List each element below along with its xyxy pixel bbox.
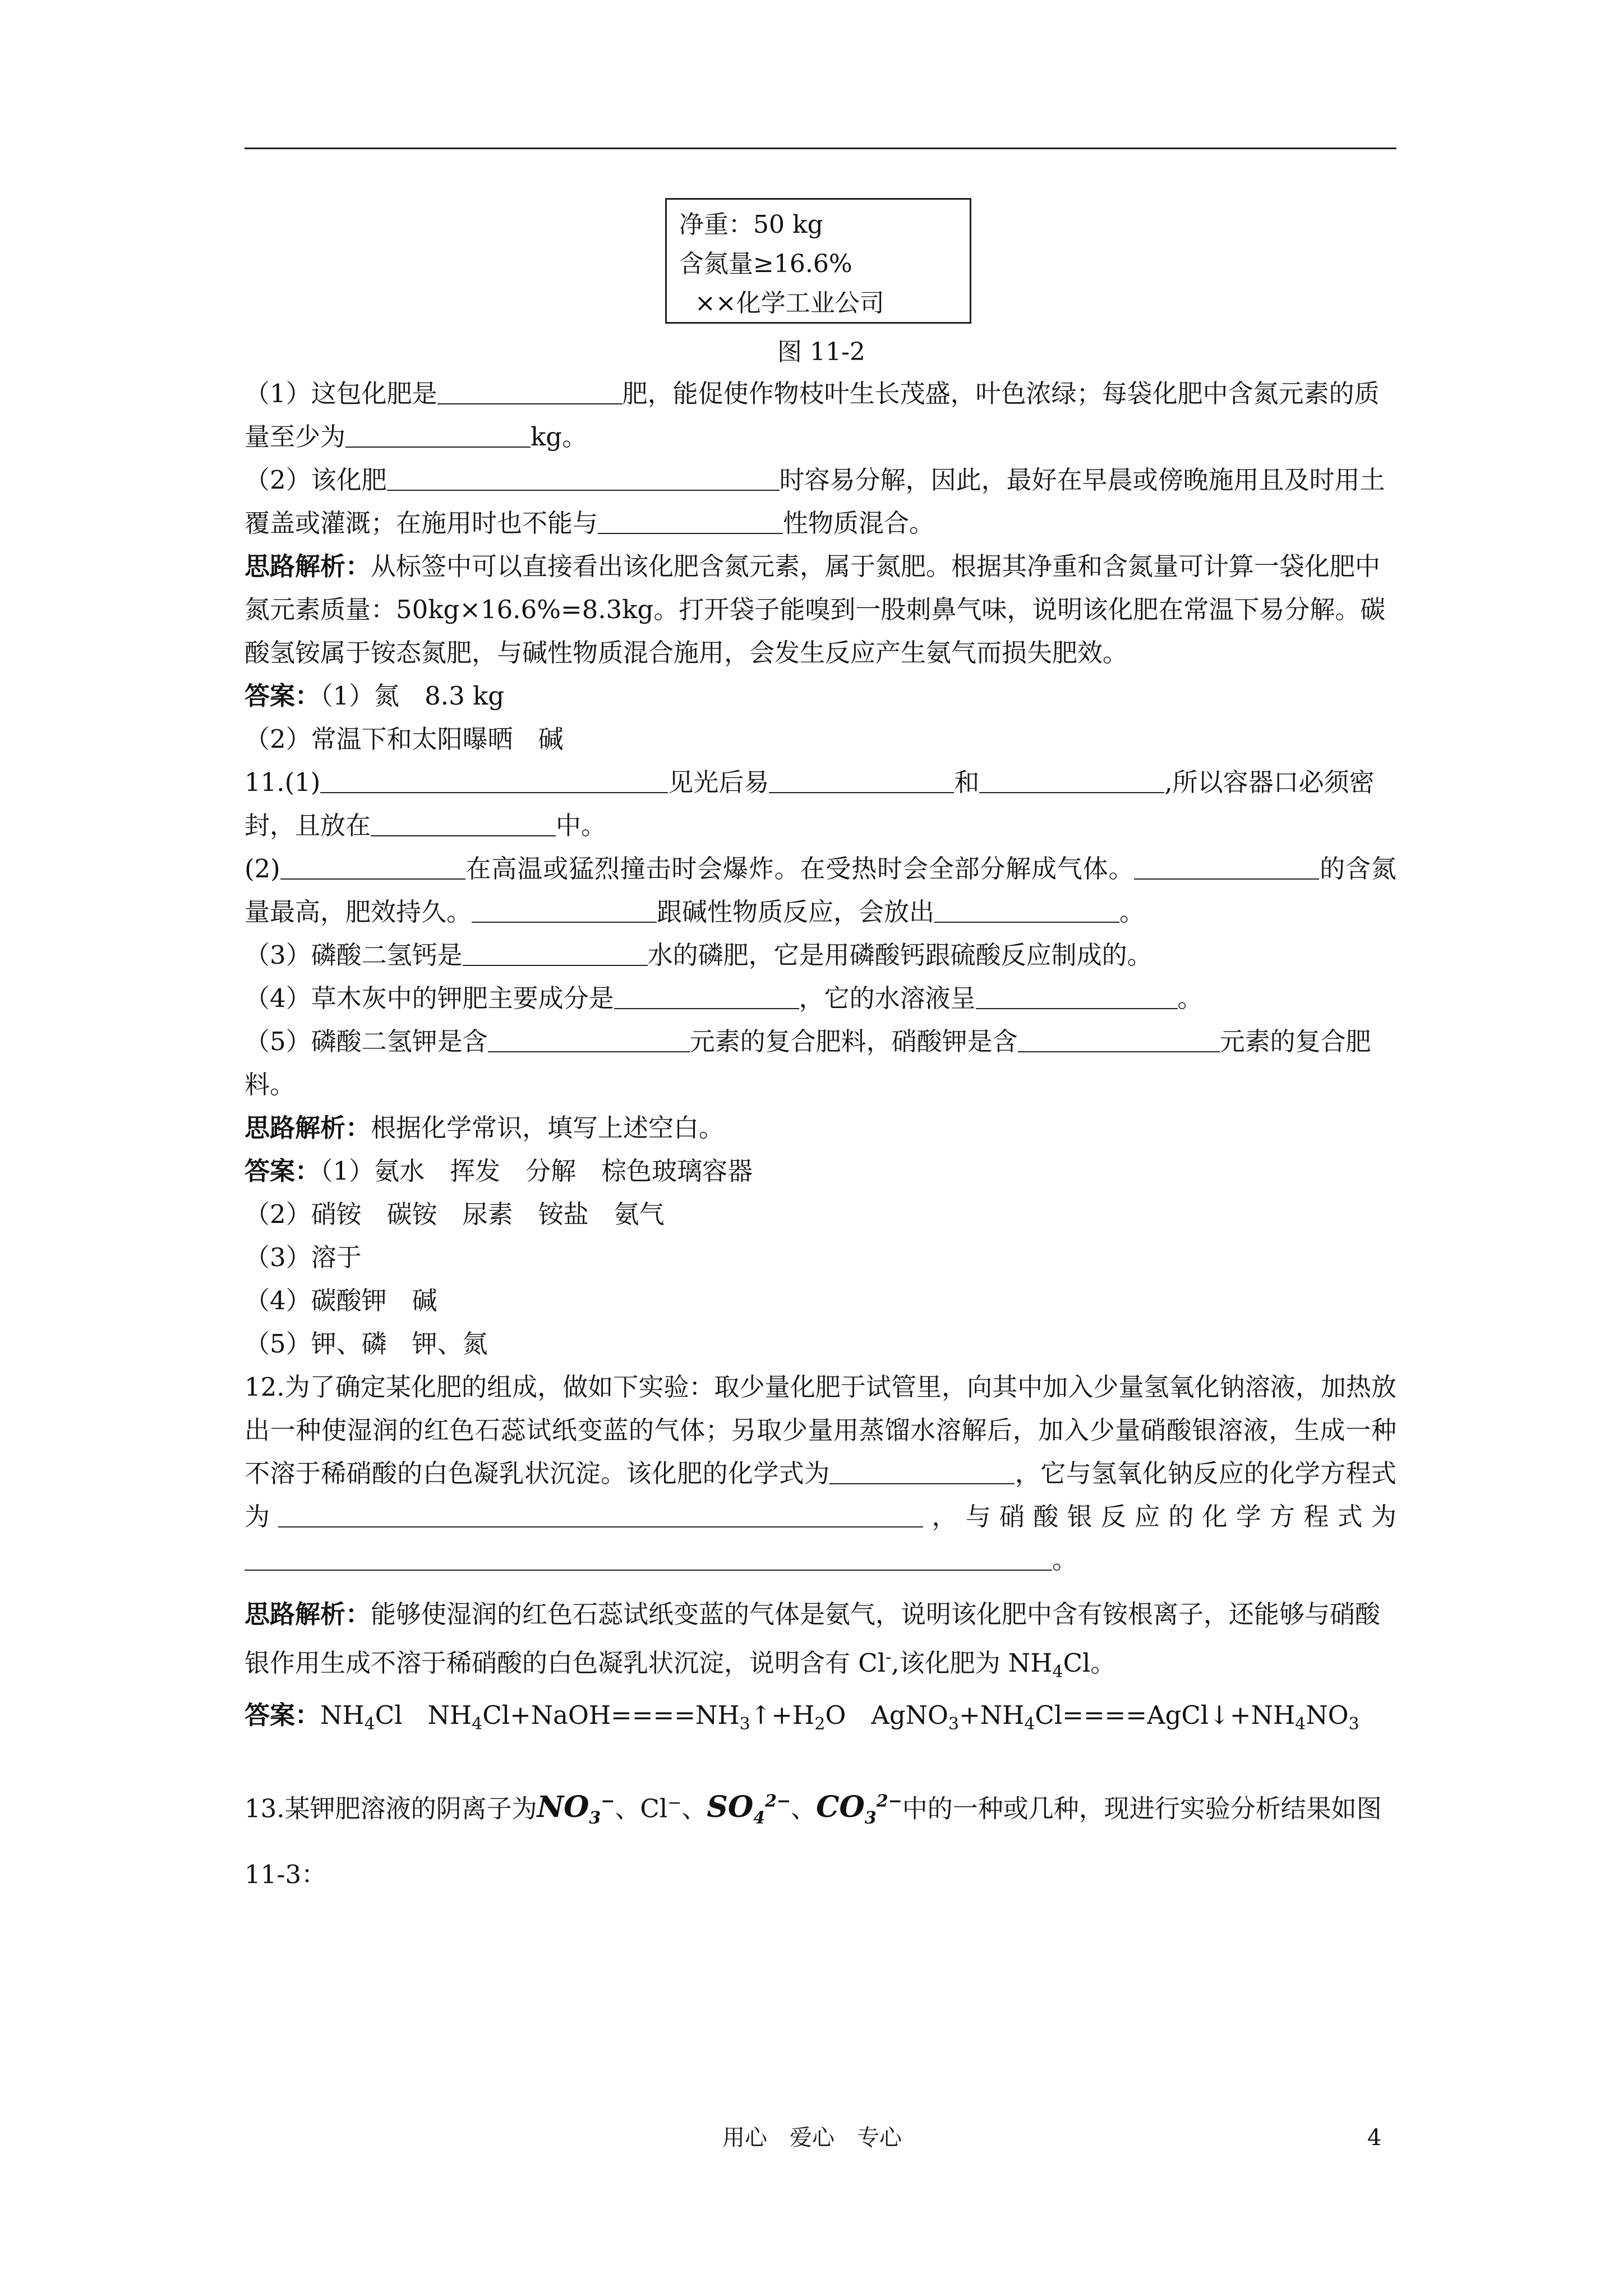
q11-part2: (2) 在高温或猛烈撞击时会爆炸。在受热时会全部分解成气体。 的含氮量最高，肥效持久。 跟碱性物质反应，会放出 。 (245, 854, 1396, 927)
answer-label: 答案： (245, 1156, 321, 1186)
q10-answer-line1: 答案：（1）氮 8.3 kg (245, 681, 505, 711)
answer-blank (320, 766, 668, 793)
figure-caption: 图 11-2 (777, 338, 865, 366)
q12-stem: 12.为了确定某化肥的组成，做如下实验：取少量化肥于试管里，向其中加入少量氢氧化钠溶液，加热放出一种使湿润的红色石蕊试纸变蓝的气体；另取少量用蒸馏水溶解后，加入少量硝酸银溶液，生成一种不溶于稀硝酸的白色凝乳状沉淀。该化肥的化学式为 ，它与氢氧化钠反应的化学方程式为 ，与硝酸银反应的化学方程式为。 (245, 1372, 1396, 1575)
label-company: ××化学工业公司 (695, 289, 884, 318)
answer-blank (1134, 853, 1319, 880)
analysis-label: 思路解析： (245, 551, 371, 581)
nitrate-ion: $NO_3^-$ (537, 1790, 615, 1828)
answer-blank (934, 896, 1119, 923)
footer-motto: 用心 爱心 专心 (722, 2125, 902, 2151)
q11-part3: （3）磷酸二氢钙是 水的磷肥，它是用磷酸钙跟硫酸反应制成的。 (245, 940, 1152, 970)
answer-blank (345, 421, 531, 448)
answer-blank (371, 809, 556, 836)
answer-blank (976, 982, 1178, 1009)
analysis-label: 思路解析： (245, 1599, 371, 1629)
q11-part1: 11.(1) 见光后易 和 ,所以容器口必须密封，且放在 中。 (245, 767, 1375, 840)
answer-blank (245, 1544, 1052, 1571)
q10-part2: （2）该化肥 时容易分解，因此，最好在早晨或傍晚施用且及时用土覆盖或灌溉；在施用时也不能与 性物质混合。 (245, 465, 1385, 538)
fertilizer-label-box (665, 198, 971, 324)
answer-blank (769, 766, 954, 793)
q11-part5: （5）磷酸二氢钾是含 元素的复合肥料，硝酸钾是含 元素的复合肥料。 (245, 1027, 1371, 1099)
q12-answer: 答案：$NH_4Cl$ $NH_4Cl+NaOH====NH_3↑+H_2O$ $AgNO_3+NH_4Cl====AgCl↓+NH_4NO_3$ (245, 1700, 1359, 1734)
q11-answer-line1: 答案：（1）氨水 挥发 分解 棕色玻璃容器 (245, 1156, 753, 1186)
q11-answer-line4: （4）碳酸钾 碱 (245, 1286, 437, 1315)
answer-blank (979, 766, 1164, 793)
q11-answer-line5: （5）钾、磷 钾、氮 (245, 1329, 488, 1359)
label-net-weight: 净重：50 kg (679, 210, 823, 239)
q10-part1: （1）这包化肥是 肥，能促使作物枝叶生长茂盛，叶色浓绿；每袋化肥中含氮元素的质量至少为 kg。 (245, 379, 1380, 452)
q11-part4: （4）草木灰中的钾肥主要成分是 ，它的水溶液呈 。 (245, 983, 1203, 1013)
answer-blank (472, 896, 657, 923)
label-nitrogen-content: 含氮量≥16.6% (679, 250, 852, 278)
q12-analysis: 思路解析：能够使湿润的红色石蕊试纸变蓝的气体是氨气，说明该化肥中含有铵根离子，还能够与硝酸银作用生成不溶于稀硝酸的白色凝乳状沉淀，说明含有 Cl-,该化肥为 $NH_4Cl$。 (245, 1599, 1381, 1682)
q11-answer-line2: （2）硝铵 碳铵 尿素 铵盐 氨气 (245, 1199, 665, 1229)
answer-label: 答案： (245, 681, 321, 711)
answer-blank (387, 464, 780, 491)
q13-stem: 13.某钾肥溶液的阴离子为$NO_3^-$、Cl−、$SO_4^{2-}$、$CO_3^{2-}$中的一种或几种，现进行实验分析结果如图 11-3： (245, 1790, 1382, 1889)
q10-answer-line2: （2）常温下和太阳曝晒 碱 (245, 724, 564, 754)
question-body (245, 372, 1396, 1903)
q10-analysis: 思路解析：从标签中可以直接看出该化肥含氮元素，属于氮肥。根据其净重和含氮量可计算一袋化肥中氮元素质量：50kg×16.6%=8.3kg。打开袋子能嗅到一股刺鼻气味，说明该化肥在常温下易分解。碳酸氢铵属于铵态氮肥，与碱性物质混合施用，会发生反应产生氨气而损失肥效。 (245, 551, 1386, 668)
answer-blank (278, 1501, 923, 1527)
answer-blank (614, 982, 799, 1009)
analysis-label: 思路解析： (245, 1113, 371, 1143)
header-rule (245, 148, 1396, 149)
sulfate-ion: $SO_4^{2-}$ (707, 1790, 791, 1828)
answer-blank (1018, 1025, 1220, 1052)
answer-blank (280, 853, 465, 880)
answer-label: 答案： (245, 1700, 321, 1730)
q11-answer-line3: （3）溶于 (245, 1243, 362, 1272)
q11-analysis: 思路解析：根据化学常识，填写上述空白。 (245, 1113, 725, 1143)
answer-blank (437, 378, 623, 404)
page-number: 4 (1367, 2125, 1382, 2151)
carbonate-ion: $CO_3^{2-}$ (816, 1790, 902, 1828)
answer-blank (829, 1457, 1015, 1484)
answer-blank (463, 939, 648, 966)
answer-blank (598, 507, 783, 534)
answer-blank (488, 1025, 690, 1052)
